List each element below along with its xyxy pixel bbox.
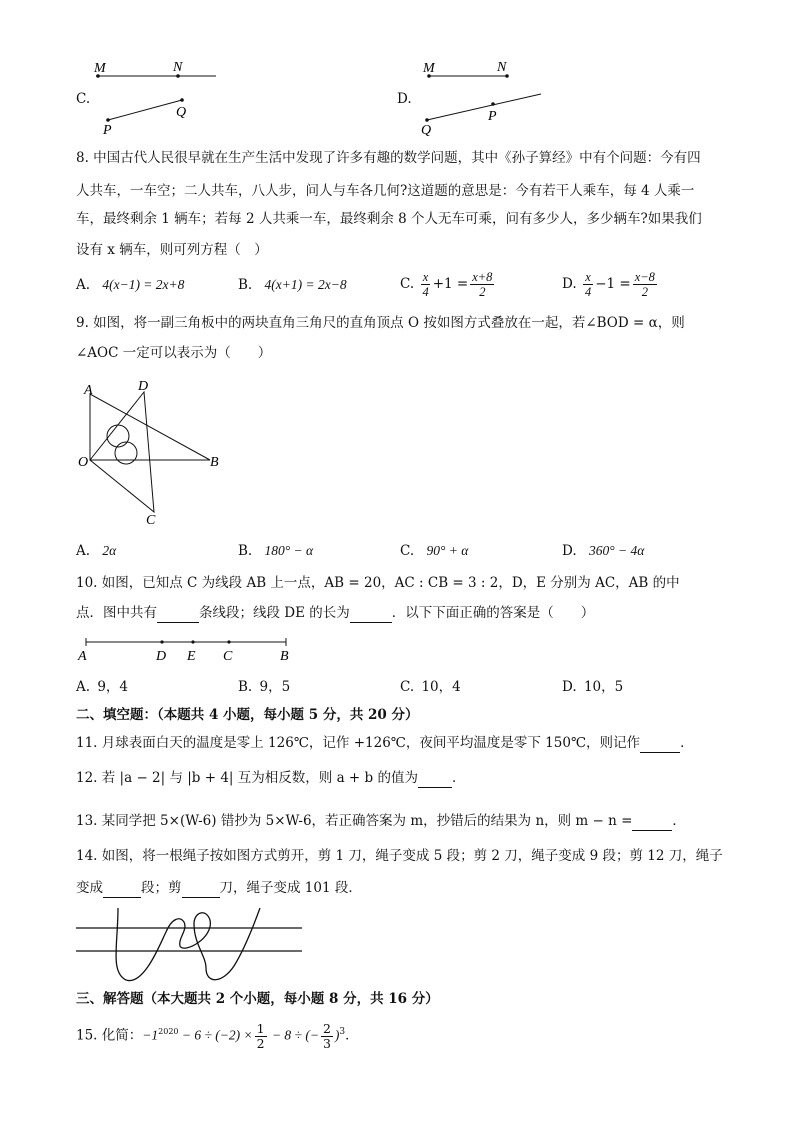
q7-option-d-figure <box>415 56 555 136</box>
option-expr: 9，4 <box>97 679 129 695</box>
option-label: C. <box>400 543 415 559</box>
q14-line-2: 变成 段；剪 刀，绳子变成 101 段． <box>76 880 362 896</box>
fraction: $\frac{x-8}{2}$ <box>634 270 655 299</box>
fraction: $\frac{x+8}{2}$ <box>472 270 493 299</box>
q14-line-1: 14. 如图，将一根绳子按如图方式剪开，剪 1 刀，绳子变成 5 段；剪 2 刀，绳子变成 9 段；剪 12 刀，绳子 <box>76 848 723 864</box>
q10-option-b[interactable] <box>238 677 290 697</box>
q8-line-1: 8. 中国古代人民很早就在生产生活中发现了许多有趣的数学问题，其中《孙子算经》中有个问题：今有四 <box>76 150 701 166</box>
option-label: C. <box>400 276 415 292</box>
answer-blank[interactable] <box>418 773 452 788</box>
option-expr: 10，4 <box>421 679 461 695</box>
point-M-label: M <box>423 61 435 76</box>
option-expr: 9，5 <box>259 679 291 695</box>
option-label: D. <box>562 543 577 559</box>
q9-line-1: 9. 如图，将一副三角板中的两块直角三角尺的直角顶点 O 按如图方式叠放在一起，若∠BOD = α，则 <box>76 315 685 331</box>
point-O-label: O <box>78 455 89 470</box>
q8-line-4: 设有 x 辆车，则可列方程（ ） <box>76 242 268 258</box>
point-D-label: D <box>138 379 149 394</box>
q9-option-d[interactable] <box>562 541 644 561</box>
q12-text: 12. 若 |a − 2| 与 |b + 4| 互为相反数，则 a + b 的值为 ． <box>76 770 466 786</box>
point-E-label: E <box>187 649 196 664</box>
option-label: B. <box>238 543 253 559</box>
option-label: A. <box>76 679 91 695</box>
section-2-title: 二、填空题：（本题共 4 小题，每小题 5 分，共 20 分） <box>76 707 419 723</box>
q8-option-b[interactable] <box>238 275 347 295</box>
point-Q-label: Q <box>421 123 432 136</box>
q9-option-c[interactable] <box>400 541 468 561</box>
q15-expression: 15. 化简：$-1^{2020} - 6 \div (-2)$ × $\frac{1}{2}$ − 8 ÷ (− $\frac{2}{3}$ )$^3$． <box>76 1020 359 1051</box>
fraction: $\frac{x}{4}$ <box>422 270 429 299</box>
point-C-label: C <box>223 649 233 664</box>
answer-blank[interactable] <box>640 738 680 753</box>
point-N-label: N <box>173 60 183 75</box>
point-C-label: C <box>146 513 156 528</box>
q9-option-a[interactable] <box>76 541 116 561</box>
point-N-label: N <box>497 60 507 75</box>
point-Q-label: Q <box>176 105 187 120</box>
point-M-label: M <box>94 61 106 76</box>
option-expr: 180° − α <box>264 543 314 558</box>
q7-option-c-figure <box>86 56 226 136</box>
point-A-label: A <box>84 383 93 398</box>
answer-blank[interactable] <box>350 608 392 623</box>
q13-text: 13. 某同学把 5×(W-6) 错抄为 5×W-6，若正确答案为 m，抄错后的结果为 n，则 m − n = ． <box>76 813 686 829</box>
answer-blank[interactable] <box>157 608 199 623</box>
q7-option-c-label[interactable]: C. <box>76 91 91 107</box>
point-D-label: D <box>156 649 167 664</box>
q14-rope-figure <box>74 904 306 988</box>
answer-blank[interactable] <box>632 816 672 831</box>
answer-blank[interactable] <box>182 883 220 898</box>
q10-option-d[interactable] <box>562 677 623 697</box>
q10-line-2: 点．图中共有 条线段；线段 DE 的长为 ．以下下面正确的答案是（ ） <box>76 605 595 621</box>
option-expr: 10，5 <box>583 679 624 695</box>
option-expr: 4(x+1) = 2x−8 <box>264 277 347 292</box>
option-label: C. <box>400 679 415 695</box>
q10-option-a[interactable] <box>76 677 128 697</box>
fraction: $\frac{2}{3}$ <box>322 1020 331 1051</box>
point-B-label: B <box>210 455 219 470</box>
q10-line-1: 10. 如图，已知点 C 为线段 AB 上一点，AB = 20，AC : CB = 3 : 2，D，E 分别为 AC，AB 的中 <box>76 575 680 591</box>
q8-line-2: 人共车，一车空；二人共车，八人步，问人与车各几何?这道题的意思是：今有若干人乘车，每 4 人乘一 <box>76 183 695 199</box>
fraction: $\frac{x}{4}$ <box>584 270 592 299</box>
point-A-label: A <box>78 649 87 664</box>
point-P-label: P <box>103 123 112 136</box>
option-label: D. <box>562 276 577 292</box>
q9-line-2: ∠AOC 一定可以表示为（ ） <box>76 345 272 361</box>
q11-text: 11. 月球表面白天的温度是零上 126℃，记作 +126℃，夜间平均温度是零下 150℃，则记作 ． <box>76 735 694 751</box>
option-label: B. <box>238 679 253 695</box>
option-label: A. <box>76 543 91 559</box>
option-label: A. <box>76 277 91 293</box>
option-expr: 90° + α <box>426 543 469 558</box>
fraction: $\frac{1}{2}$ <box>256 1020 265 1051</box>
q9-option-b[interactable] <box>238 541 313 561</box>
option-expr: −1 = <box>595 276 631 292</box>
option-expr: 2α <box>102 543 117 558</box>
q8-line-3: 车，最终剩余 1 辆车；若每 2 人共乘一车，最终剩余 8 个人无车可乘，问有多少人，多少辆车?如果我们 <box>76 211 702 227</box>
option-label: D. <box>562 679 577 695</box>
q8-option-d[interactable] <box>562 266 659 302</box>
option-expr: 4(x−1) = 2x+8 <box>102 277 185 292</box>
q8-option-c[interactable] <box>400 266 496 302</box>
q9-triangle-figure <box>74 376 234 528</box>
q10-segment-figure <box>74 634 298 666</box>
point-B-label: B <box>280 649 289 664</box>
option-expr: 360° − 4α <box>588 543 645 558</box>
option-label: B. <box>238 277 253 293</box>
q7-option-d-label[interactable]: D. <box>397 91 412 107</box>
section-3-title: 三、解答题（本大题共 2 个小题，每小题 8 分，共 16 分） <box>76 991 439 1007</box>
point-P-label: P <box>488 109 497 124</box>
option-expr: +1 = <box>432 276 469 292</box>
answer-blank[interactable] <box>103 883 141 898</box>
q8-option-a[interactable] <box>76 275 184 295</box>
q10-option-c[interactable] <box>400 677 461 697</box>
